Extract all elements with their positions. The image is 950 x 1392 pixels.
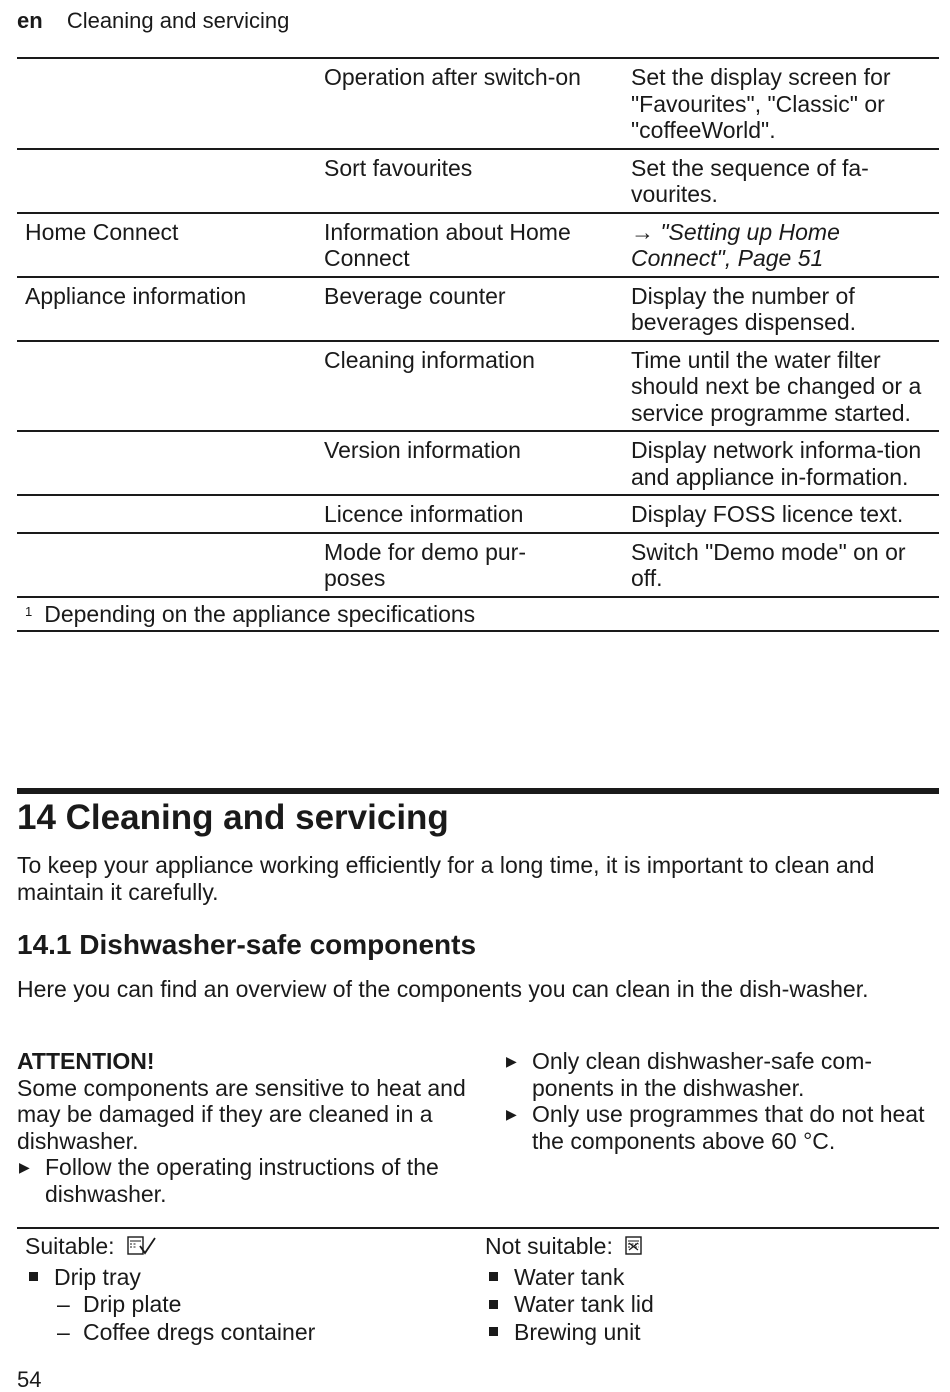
table-cell-description: Set the sequence of fa-vourites.: [631, 154, 869, 207]
table-cell-category: [17, 342, 324, 431]
table-cell-description: Display the number of beverages dispensed.: [631, 282, 857, 335]
table-row: [17, 150, 939, 214]
table-row: [17, 496, 939, 534]
suitability-table: [17, 1227, 939, 1346]
subsection-intro: Here you can find an overview of the components you can clean in the dish-washer.: [17, 976, 869, 1002]
not-suitable-label: Not suitable:: [485, 1233, 613, 1259]
page-header: [17, 8, 289, 34]
dash-bullet-icon: –: [57, 1291, 70, 1317]
table-cell-setting: Licence information: [324, 501, 524, 527]
footnote-text: Depending on the appliance specifications: [44, 600, 476, 627]
table-cell-category: Appliance information: [25, 282, 247, 309]
not-suitable-column: [477, 1229, 937, 1346]
subsection-title: 14.1 Dishwasher-safe components: [17, 929, 477, 960]
suitable-column: [17, 1229, 477, 1346]
section-rule: [17, 788, 939, 794]
language-code: en: [17, 8, 43, 33]
table-cell-setting: Sort favourites: [324, 154, 473, 181]
section-intro: To keep your appliance working efficiently for a long time, it is important to clean and maintain it carefully.: [17, 852, 875, 905]
triangle-bullet-icon: ▶: [506, 1053, 517, 1069]
table-cell-description: Time until the water filter should next be changed or a service programme started.: [631, 346, 922, 426]
square-bullet-icon: [489, 1272, 498, 1281]
table-cell-setting: Version information: [324, 437, 521, 463]
dash-bullet-icon: –: [57, 1318, 70, 1345]
list-item: Drip tray: [25, 1264, 477, 1292]
table-cell-setting: Information about Home Connect: [324, 218, 571, 271]
square-bullet-icon: [29, 1272, 38, 1281]
table-cell-category: [17, 432, 324, 494]
table-cell-setting: Operation after switch-on: [324, 64, 581, 90]
table-cell-description: Set the display screen for "Favourites", "Classic" or "coffeeWorld".: [631, 64, 891, 143]
table-cell-category: [17, 150, 324, 212]
page-number: 54: [17, 1367, 42, 1392]
table-row: [17, 214, 939, 278]
page-reference-link[interactable]: → "Setting up Home Connect", Page 51: [631, 218, 840, 271]
not-dishwasher-safe-icon: [625, 1235, 643, 1264]
table-cell-description: Switch "Demo mode" on or off.: [631, 538, 906, 591]
table-cell-setting: Beverage counter: [324, 282, 506, 309]
table-cell-setting: Cleaning information: [324, 346, 535, 373]
footnote-mark: 1: [25, 603, 33, 619]
list-item: Water tank: [485, 1264, 937, 1292]
dishwasher-safe-icon: [127, 1235, 157, 1264]
list-subitem: – Drip plate: [57, 1291, 182, 1317]
triangle-bullet-icon: ▶: [19, 1159, 30, 1175]
square-bullet-icon: [489, 1327, 498, 1336]
attention-bullet: ▶ Only use programmes that do not heat the components above 60 °C.: [506, 1101, 925, 1154]
table-footnote: [17, 598, 939, 632]
table-cell-category: Home Connect: [25, 218, 179, 245]
list-item: Brewing unit: [485, 1319, 937, 1347]
attention-box: [17, 1048, 467, 1207]
table-row: [17, 57, 939, 150]
table-cell-category: [17, 59, 324, 148]
table-cell-category: [17, 496, 324, 532]
table-cell-category: [17, 534, 324, 596]
table-cell-description: Display network informa-tion and appliance in-formation.: [631, 437, 922, 490]
table-cell-setting: Mode for demo pur-poses: [324, 538, 526, 591]
table-cell-description: Display FOSS licence text.: [631, 501, 904, 527]
table-row: [17, 342, 939, 433]
table-row: [17, 432, 939, 496]
table-row: [17, 534, 939, 598]
settings-table: [17, 57, 939, 632]
triangle-bullet-icon: ▶: [506, 1106, 517, 1122]
square-bullet-icon: [489, 1300, 498, 1309]
table-row: [17, 278, 939, 342]
attention-bullet: ▶ Follow the operating instructions of the dishwasher.: [19, 1154, 439, 1207]
attention-text: Some components are sensitive to heat and may be damaged if they are cleaned in a dishwasher.: [17, 1074, 466, 1154]
section-title: 14 Cleaning and servicing: [17, 798, 449, 837]
attention-title: ATTENTION!: [17, 1048, 155, 1074]
list-item: Water tank lid: [485, 1291, 937, 1319]
attention-bullets-right: [504, 1048, 934, 1154]
attention-bullet: ▶ Only clean dishwasher-safe com-ponents in the dishwasher.: [506, 1048, 873, 1101]
header-section-title: Cleaning and servicing: [66, 8, 290, 33]
suitable-label: Suitable:: [25, 1233, 115, 1259]
list-subitem: – Coffee dregs container: [57, 1318, 316, 1345]
